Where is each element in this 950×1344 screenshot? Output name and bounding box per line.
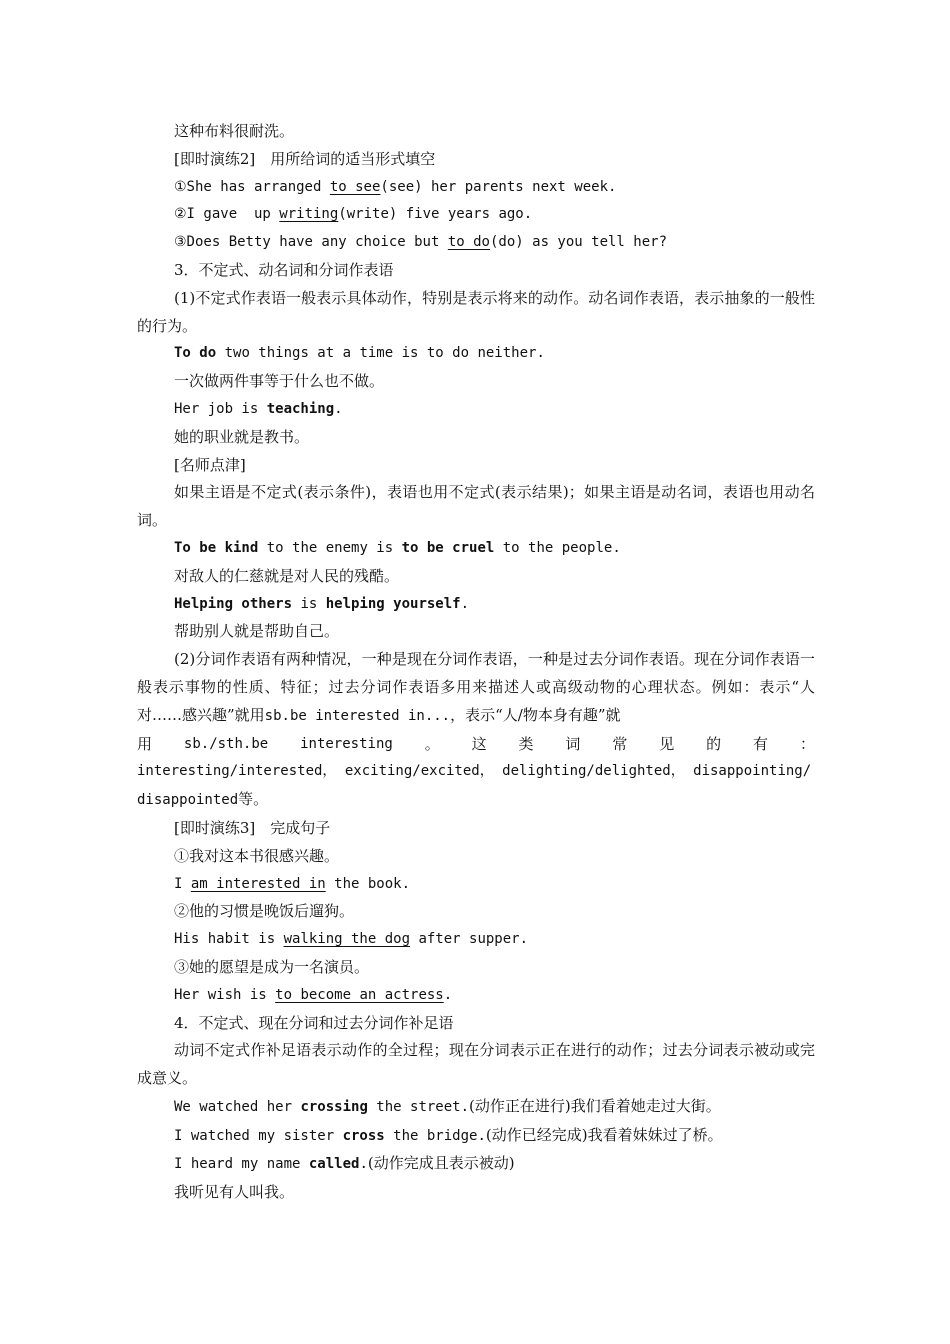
bold-text: helping yourself [325,595,461,612]
text: 。 [424,734,440,753]
example-translation: 一次做两件事等于什么也不做。 [174,372,385,391]
text: after supper. [410,931,529,948]
exercise-3-answer [137,871,815,899]
text: 词 [565,734,581,753]
exercise-2-item-2 [137,201,815,229]
text: (see) her parents next week. [380,178,617,195]
exercise-2-item-3 [137,229,815,257]
text: Her wish is [174,986,276,1003]
example-translation: 我听见有人叫我。 [174,1183,295,1202]
text: ①She has arranged [174,178,330,195]
exercise-3-answer [137,926,815,954]
exercise-3-prompt: ③她的愿望是成为一名演员。 [174,957,370,976]
section-3-paragraph-2 [137,646,815,730]
section-3-heading: 3．不定式、动名词和分词作表语 [174,260,394,279]
text: 见 [659,734,675,753]
text: . [359,1156,368,1173]
text: 用 [137,734,153,753]
text-line: 这种布料很耐洗。 [174,122,295,140]
text: ： [799,734,815,753]
text: disappointed [137,792,239,809]
example-sentence [137,1122,815,1151]
text: to the enemy is [258,539,402,556]
text: 有 [753,734,769,753]
answer-blank: to become an actress [275,986,444,1003]
answer-blank: to see [329,178,381,195]
example-sentence [137,340,815,368]
text: (write) five years ago. [338,206,533,223]
exercise-2-item-1 [137,174,815,202]
text: 类 [518,734,534,753]
answer-blank: to do [447,234,490,251]
text: 这 [471,734,487,753]
text: (动作完成且表示被动) [367,1154,515,1173]
example-sentence [137,591,815,619]
text: . [460,595,470,612]
word-list-end [137,786,815,815]
text: (动作已经完成)我看着妹妹过了桥。 [485,1125,723,1144]
bold-text: To be kind [174,539,259,556]
text: I heard my name [174,1156,309,1173]
exercise-3-answer [137,982,815,1010]
text: the book. [325,875,411,892]
example-translation: 她的职业就是教书。 [174,427,310,446]
text: sb./sth.be [183,735,269,752]
section-4-paragraph: 动词不定式作补足语表示动作的全过程；现在分词表示正在进行的动作；过去分词表示被动或完成意义。 [137,1041,815,1088]
text: 等。 [238,790,269,809]
text: . [334,400,343,417]
text: the street. [367,1098,470,1115]
text: sb.be interested in... [264,707,451,724]
text: We watched her [174,1098,301,1115]
bold-text: to be cruel [401,539,495,556]
text: (do) as you tell her? [490,234,668,251]
bold-text: teaching [266,400,335,417]
bold-text: cross [342,1127,385,1144]
text: two things at a time is to do neither. [216,345,545,362]
text: is [292,595,326,612]
text: (2)分词作表语有两种情况，一种是现在分词作表语，一种是过去分词作表语。现在分词作表语一般表示事物的性质、特征；过去分词作表语多用来描述人或高级动物的心理状态。例如：表示“人对……感兴趣”就用 [137,650,815,724]
text: 常 [612,734,628,753]
answer-blank: am interested in [190,875,326,892]
word-list-line: interesting/interested， exciting/excited， delighting/delighted， disappointing/ [137,763,812,780]
text: His habit is [174,931,284,948]
bold-text: To do [174,345,217,362]
tip-paragraph: 如果主语是不定式(表示条件)，表语也用不定式(表示结果)；如果主语是动名词，表语也用动名词。 [137,483,815,530]
text: the bridge. [384,1127,486,1144]
exercise-2-title: [即时演练2] 用所给词的适当形式填空 [174,149,436,168]
text: (动作正在进行)我们看着她走过大街。 [469,1096,721,1115]
section-4-heading: 4．不定式、现在分词和过去分词作补足语 [174,1013,454,1032]
section-3-paragraph-1: (1)不定式作表语一般表示具体动作，特别是表示将来的动作。动名词作表语，表示抽象的一般性的行为。 [137,288,815,335]
text: interesting [300,735,393,752]
example-sentence [137,535,815,563]
example-sentence [137,1150,815,1179]
text: 的 [706,734,722,753]
text: to the people. [494,539,621,556]
bold-text: called [308,1156,360,1173]
answer-blank: writing [279,206,339,223]
text: ③Does Betty have any choice but [174,234,448,251]
exercise-3-title: [即时演练3] 完成句子 [174,818,331,837]
document-body [137,118,815,1207]
answer-blank: walking the dog [283,931,411,948]
bold-text: crossing [300,1098,368,1115]
tip-heading: [名师点津] [174,455,246,474]
exercise-3-prompt: ②他的习惯是晚饭后遛狗。 [174,902,355,921]
example-sentence [137,396,815,424]
text: I watched my sister [174,1127,343,1144]
example-sentence [137,1093,815,1122]
text: I [174,875,191,892]
example-translation: 对敌人的仁慈就是对人民的残酷。 [174,566,400,585]
text: ②I gave up [174,206,280,223]
justified-line [137,731,815,759]
text: . [443,986,453,1003]
text: ，表示“人/物本身有趣”就 [450,705,621,724]
exercise-3-prompt: ①我对这本书很感兴趣。 [174,846,340,865]
text: Her job is [174,400,267,417]
bold-text: Helping others [174,595,293,612]
example-translation: 帮助别人就是帮助自己。 [174,622,340,641]
